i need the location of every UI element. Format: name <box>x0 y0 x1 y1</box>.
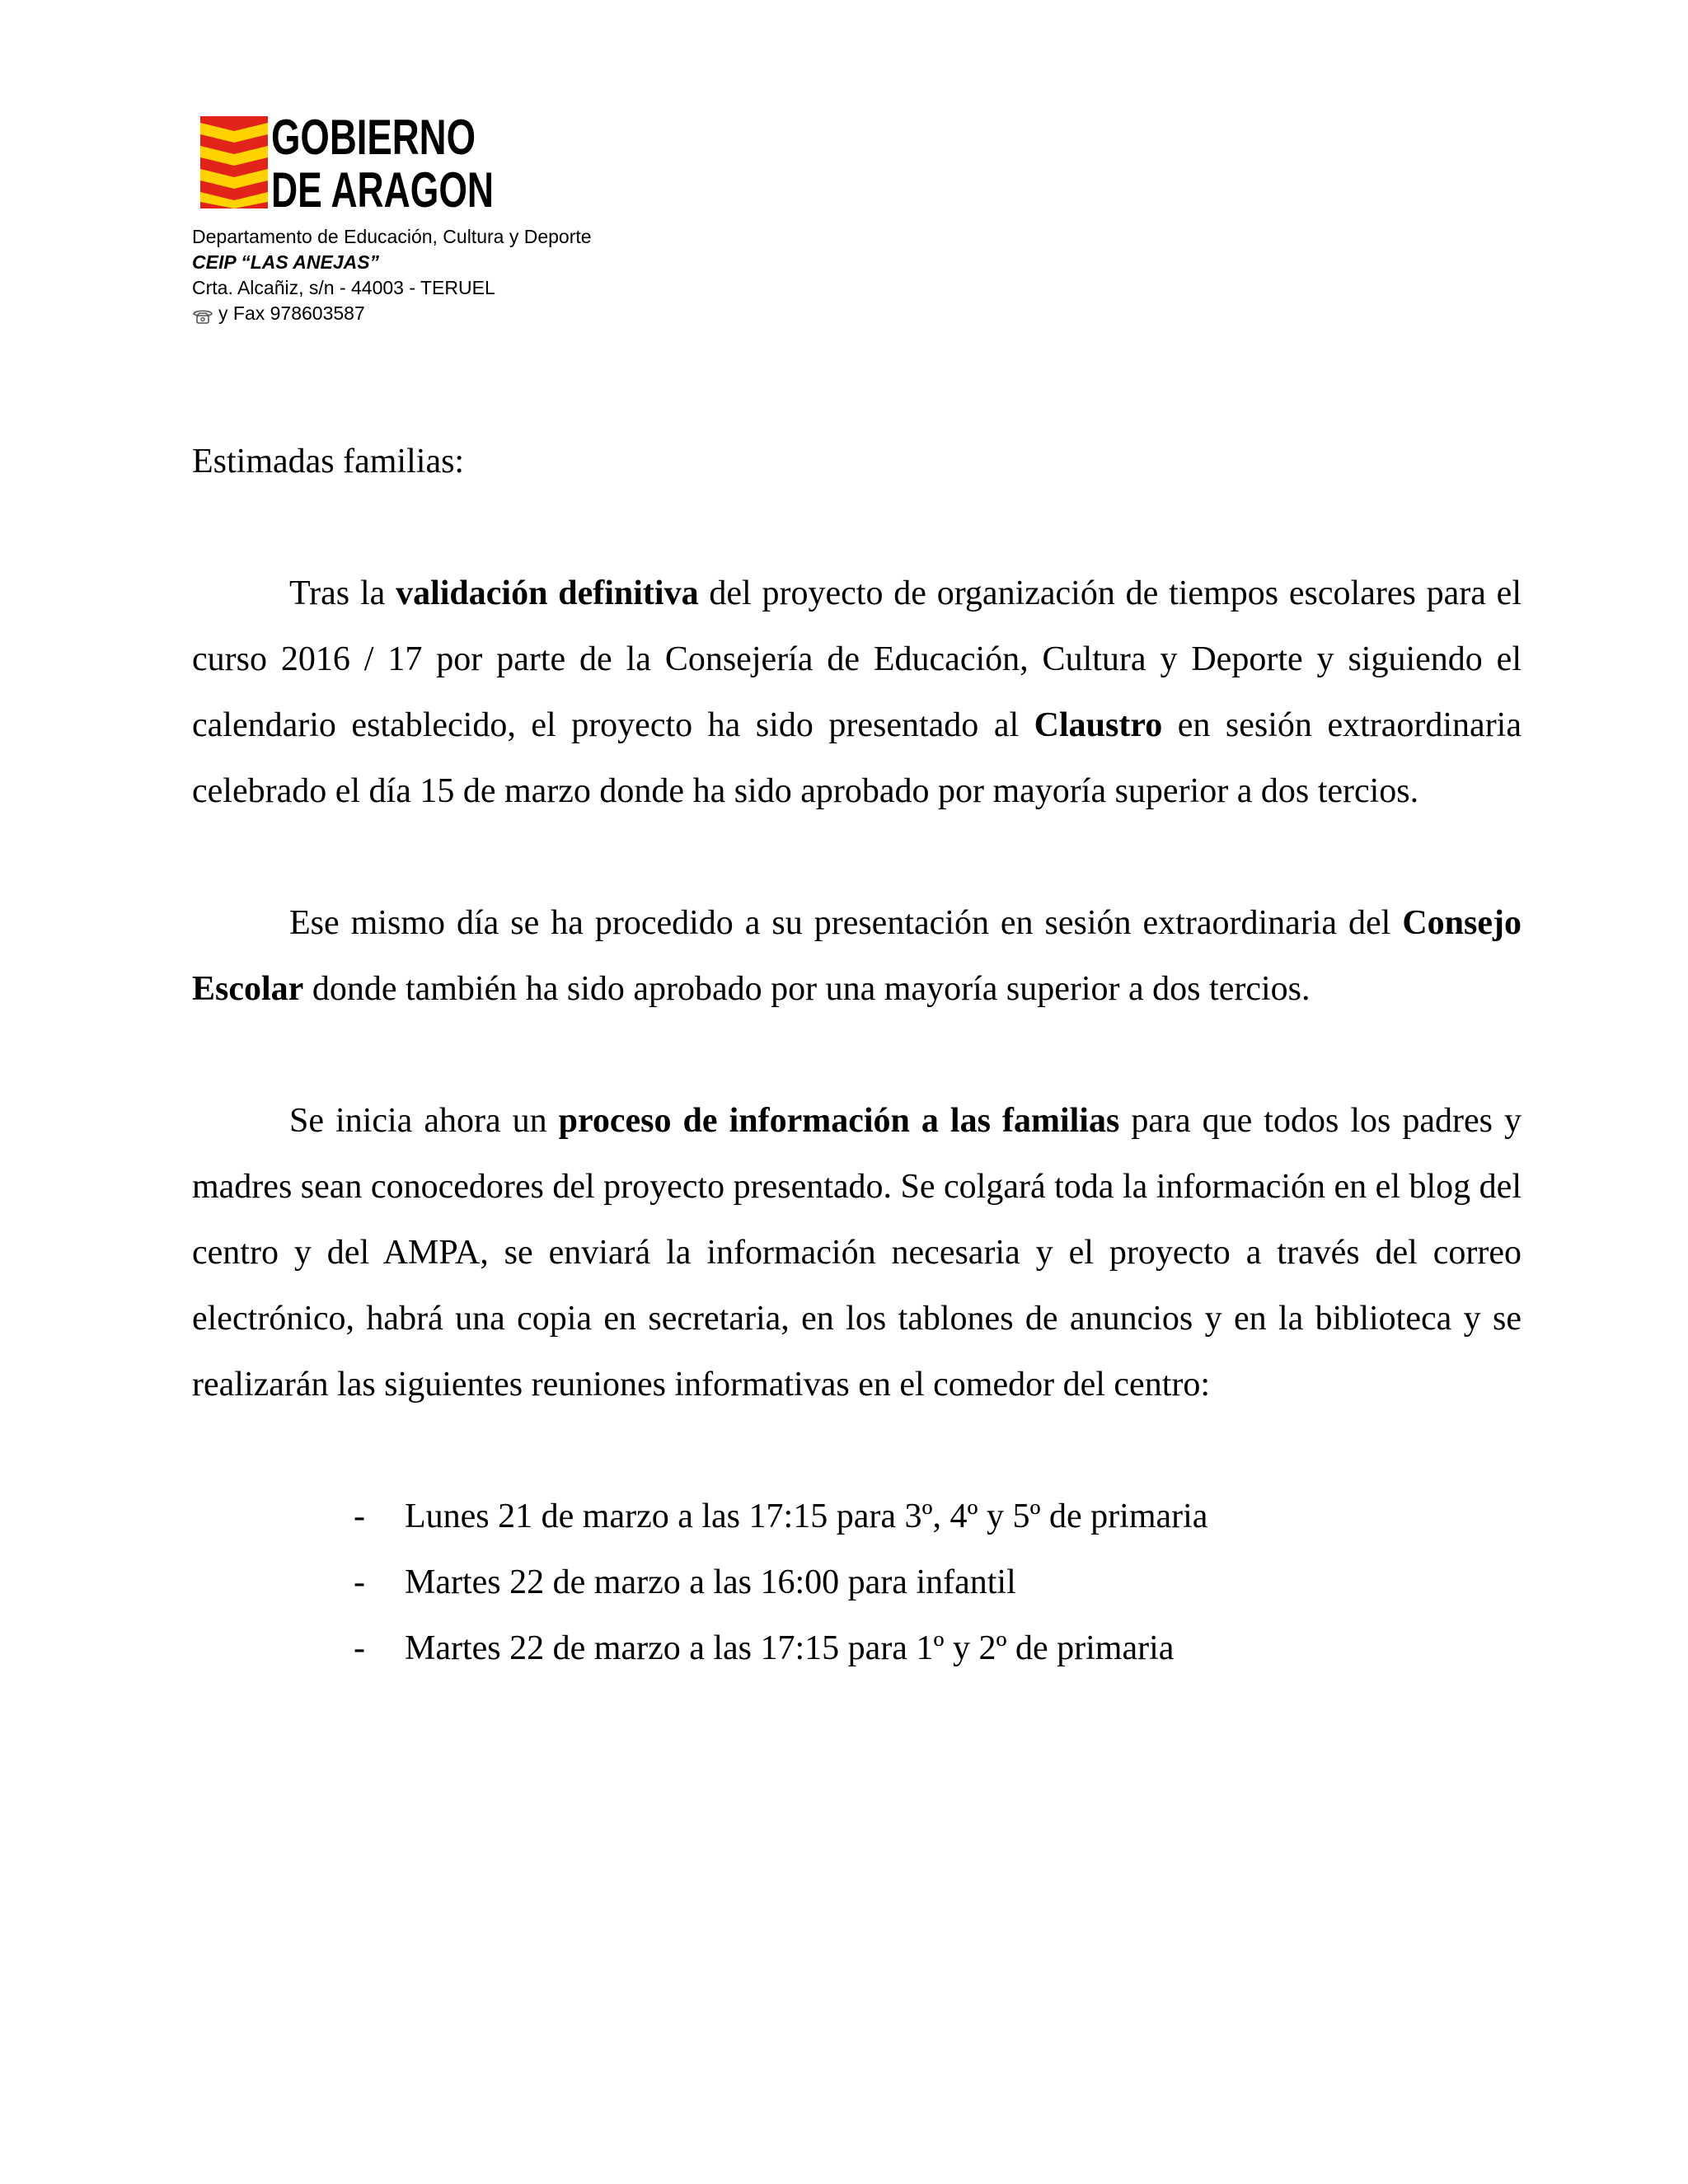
telephone-icon <box>192 306 213 322</box>
school-address: Crta. Alcañiz, s/n - 44003 - TERUEL <box>192 277 495 298</box>
paragraph-information <box>192 1088 1522 1418</box>
meetings-list <box>192 1483 1522 1681</box>
paragraph-text: Tras la <box>289 574 396 612</box>
department-name: Departamento de Educación, Cultura y Deporte <box>192 226 592 247</box>
aragon-flag-emblem <box>200 110 497 217</box>
logo-line2: DE ARAGON <box>271 162 494 218</box>
school-name: CEIP “LAS ANEJAS” <box>192 251 380 273</box>
bold-text: validación definitiva <box>396 574 699 612</box>
list-bullet: - <box>354 1563 365 1601</box>
list-item <box>354 1615 1522 1681</box>
paragraph-consejo <box>192 890 1522 1022</box>
list-bullet: - <box>354 1629 365 1667</box>
letter-body <box>192 429 1522 1681</box>
gobierno-aragon-logo <box>200 110 497 217</box>
paragraph-text: Se inicia ahora un <box>289 1102 559 1140</box>
bold-text: proceso de información a las familias <box>558 1102 1120 1140</box>
list-item-text: Martes 22 de marzo a las 16:00 para infantil <box>405 1563 1016 1601</box>
bold-text: Consejo Escolar <box>192 904 1522 1008</box>
paragraph-text: para que todos los padres y madres sean conocedores del proyecto presentado. Se colgará toda la información en el blog del centro y del AMPA, se enviará la información necesaria y el proyecto a través del correo electrónico, habrá una copia en secretaria, en los tablones de anuncios y en la biblioteca y se realizarán las siguientes reuniones informativas en el comedor del centro: <box>192 1102 1522 1404</box>
phone-fax-number: y Fax 978603587 <box>218 302 365 324</box>
paragraph-text: en sesión extraordinaria celebrado el día 15 de marzo donde ha sido aprobado por mayoría superior a dos tercios. <box>192 706 1522 810</box>
list-item-text: Martes 22 de marzo a las 17:15 para 1º y 2º de primaria <box>405 1629 1175 1667</box>
list-bullet: - <box>354 1497 365 1535</box>
paragraph-text: del proyecto de organización de tiempos escolares para el curso 2016 / 17 por parte de la Consejería de Educación, Cultura y Deporte y siguiendo el calendario establecido, el proyecto ha sido presentado al <box>192 574 1522 744</box>
paragraph-text: Ese mismo día se ha procedido a su presentación en sesión extraordinaria del <box>289 904 1403 942</box>
letterhead <box>192 224 592 326</box>
bold-text: Claustro <box>1034 706 1163 744</box>
list-item <box>354 1483 1522 1549</box>
salutation: Estimadas familias: <box>192 443 465 480</box>
list-item-text: Lunes 21 de marzo a las 17:15 para 3º, 4º y 5º de primaria <box>405 1497 1208 1535</box>
logo-line1: GOBIERNO <box>271 110 476 165</box>
paragraph-text: donde también ha sido aprobado por una mayoría superior a dos tercios. <box>303 970 1311 1008</box>
list-item <box>354 1549 1522 1615</box>
phone-fax-line <box>192 301 592 326</box>
paragraph-validation <box>192 560 1522 824</box>
